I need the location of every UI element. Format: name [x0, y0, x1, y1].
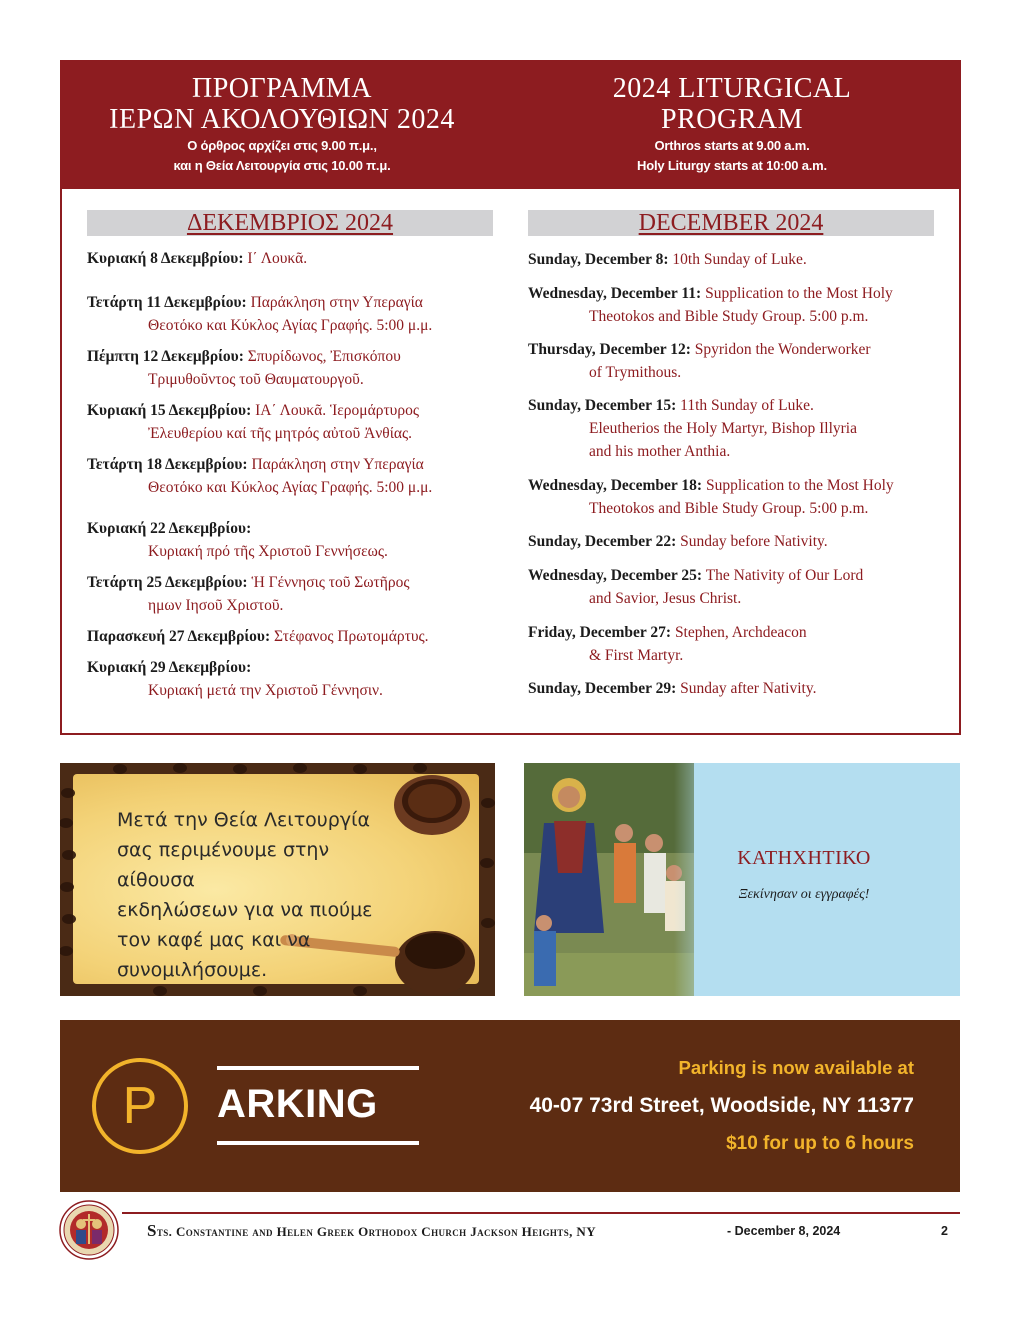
event-date: Sunday, December 8: — [528, 251, 669, 268]
footer-rule — [122, 1212, 960, 1214]
event-date: Sunday, December 15: — [528, 397, 677, 414]
event-title: Stephen, Archdeacon — [674, 624, 807, 641]
event-continuation: Θεοτόκο και Κύκλος Αγίας Γραφής. 5:00 μ.μ. — [148, 479, 433, 496]
greek-event — [87, 399, 507, 445]
schedule-header — [62, 62, 959, 189]
parking-word: ARKING — [217, 1082, 378, 1126]
english-events-list — [528, 248, 948, 700]
event-continuation: and Savior, Jesus Christ. — [589, 590, 742, 607]
event-title: Supplication to the Most Holy — [705, 285, 893, 302]
greek-header — [62, 62, 502, 176]
event-continuation: Theotokos and Bible Study Group. 5:00 p.m. — [589, 308, 869, 325]
event-title: Στέφανος Πρωτομάρτυς. — [274, 628, 429, 645]
event-title: Παράκληση στην Υπεραγία — [250, 294, 423, 311]
parking-banner — [60, 1020, 960, 1192]
event-continuation: Τριμυθοῦντος τοῦ Θαυματουργοῦ. — [148, 371, 364, 388]
event-continuation: Θεοτόκο και Κύκλος Αγίας Γραφής. 5:00 μ.μ. — [148, 317, 433, 334]
event-date: Wednesday, December 18: — [528, 477, 703, 494]
parking-p-icon: P — [92, 1058, 188, 1154]
english-header-title-2: PROGRAM — [661, 104, 803, 135]
event-continuation: & First Martyr. — [589, 647, 684, 664]
greek-event — [87, 247, 507, 270]
event-title: Παράκληση στην Υπεραγία — [251, 456, 424, 473]
coffee-hour-panel — [60, 763, 495, 996]
event-date: Τετάρτη 25 Δεκεμβρίου: — [87, 574, 248, 591]
event-date: Παρασκευή 27 Δεκεμβρίου: — [87, 628, 271, 645]
event-title: Ι΄ Λουκᾶ. — [247, 250, 308, 267]
event-date: Sunday, December 29: — [528, 680, 677, 697]
english-event — [528, 530, 948, 553]
church-seal-icon — [59, 1200, 119, 1260]
event-date: Πέμπτη 12 Δεκεμβρίου: — [87, 348, 244, 365]
event-title: 10th Sunday of Luke. — [672, 251, 807, 268]
parking-price: $10 for up to 6 hours — [726, 1133, 914, 1154]
event-date: Κυριακή 22 Δεκεμβρίου: — [87, 520, 252, 537]
english-header-sub-1: Orthros starts at 9.00 a.m. — [654, 138, 810, 153]
event-title: ΙΑ΄ Λουκᾶ. Ἱερομάρτυρος — [255, 402, 419, 419]
greek-event — [87, 453, 507, 499]
greek-header-title-2: ΙΕΡΩΝ ΑΚΟΛΟΥΘΙΩΝ 2024 — [109, 104, 455, 135]
event-date: Κυριακή 15 Δεκεμβρίου: — [87, 402, 252, 419]
event-title: Ἡ Γέννησις τοῦ Σωτῆρος — [251, 574, 410, 591]
event-continuation: Κυριακή μετά την Χριστοῦ Γέννησιν. — [148, 682, 383, 699]
event-date: Κυριακή 8 Δεκεμβρίου: — [87, 250, 244, 267]
coffee-line: Μετά την Θεία Λειτουργία — [117, 809, 371, 831]
event-continuation: and his mother Anthia. — [589, 443, 731, 460]
event-continuation: ημων Ιησοῦ Χριστοῦ. — [148, 597, 284, 614]
event-date: Thursday, December 12: — [528, 341, 691, 358]
greek-event — [87, 291, 507, 337]
event-date: Τετάρτη 11 Δεκεμβρίου: — [87, 294, 247, 311]
coffee-line: συνομιλήσουμε. — [117, 959, 268, 981]
event-date: Τετάρτη 18 Δεκεμβρίου: — [87, 456, 248, 473]
greek-event — [87, 656, 507, 702]
greek-header-title-1: ΠΡΟΓΡΑΜΜΑ — [192, 73, 372, 104]
english-header — [512, 62, 952, 176]
event-date: Sunday, December 22: — [528, 533, 677, 550]
catechism-panel — [524, 763, 960, 996]
english-event — [528, 394, 948, 463]
event-title: Spyridon the Wonderworker — [694, 341, 871, 358]
greek-header-sub-2: και η Θεία Λειτουργία στις 10.00 π.μ. — [173, 158, 391, 173]
greek-month-heading: ΔΕΚΕΜΒΡΙΟΣ 2024 — [87, 210, 493, 236]
greek-event — [87, 345, 507, 391]
event-continuation: Eleutherios the Holy Martyr, Bishop Illyria — [589, 420, 857, 437]
english-event — [528, 677, 948, 700]
greek-header-sub-1: Ο όρθρος αρχίζει στις 9.00 π.μ., — [187, 138, 377, 153]
event-continuation: Κυριακή πρό τῆς Χριστοῦ Γεννήσεως. — [148, 543, 388, 560]
event-title: Sunday before Nativity. — [680, 533, 828, 550]
english-header-title-1: 2024 LITURGICAL — [612, 73, 852, 104]
event-date: Friday, December 27: — [528, 624, 672, 641]
english-event — [528, 474, 948, 520]
coffee-line: εκδηλώσεων για να πιούμε — [117, 899, 373, 921]
footer-date: - December 8, 2024 — [727, 1224, 841, 1238]
english-header-sub-2: Holy Liturgy starts at 10:00 a.m. — [637, 158, 827, 173]
coffee-hour-message — [117, 805, 407, 985]
liturgical-schedule — [60, 60, 961, 735]
page-number: 2 — [941, 1224, 948, 1238]
greek-event — [87, 517, 507, 563]
event-date: Wednesday, December 25: — [528, 567, 703, 584]
event-title: Sunday after Nativity. — [680, 680, 817, 697]
event-title: The Nativity of Our Lord — [705, 567, 864, 584]
catechism-title: ΚΑΤΗΧΗΤΙΚΟ — [737, 847, 871, 869]
footer-church-name: Sts. Constantine and Helen Greek Orthodox Church Jackson Heights, NY — [147, 1221, 596, 1240]
event-continuation: of Trymithous. — [589, 364, 682, 381]
event-title: 11th Sunday of Luke. — [680, 397, 814, 414]
english-event — [528, 338, 948, 384]
english-event — [528, 282, 948, 328]
greek-events-list — [87, 247, 507, 702]
event-continuation: Ἐλευθερίου καί τῆς μητρός αὐτοῦ Ἀνθίας. — [148, 425, 413, 442]
parking-rule-bottom — [217, 1141, 419, 1145]
event-title: Supplication to the Most Holy — [705, 477, 894, 494]
english-event — [528, 564, 948, 610]
christ-with-children-icon — [524, 763, 724, 996]
event-date: Κυριακή 29 Δεκεμβρίου: — [87, 659, 252, 676]
event-continuation: Theotokos and Bible Study Group. 5:00 p.m. — [589, 500, 869, 517]
english-event — [528, 621, 948, 667]
greek-event — [87, 625, 507, 648]
catechism-subtitle: Ξεκίνησαν οι εγγραφές! — [738, 887, 870, 902]
english-event — [528, 248, 948, 271]
coffee-line: τον καφέ μας και να — [117, 929, 311, 951]
parking-availability: Parking is now available at — [678, 1057, 914, 1078]
english-month-heading: DECEMBER 2024 — [528, 210, 934, 236]
parking-rule-top — [217, 1066, 419, 1070]
greek-event — [87, 571, 507, 617]
event-date: Wednesday, December 11: — [528, 285, 702, 302]
coffee-line: σας περιμένουμε στην αίθουσα — [117, 839, 330, 891]
event-title: Σπυρίδωνος, Ἐπισκόπου — [247, 348, 401, 365]
parking-address: 40-07 73rd Street, Woodside, NY 11377 — [529, 1094, 914, 1117]
